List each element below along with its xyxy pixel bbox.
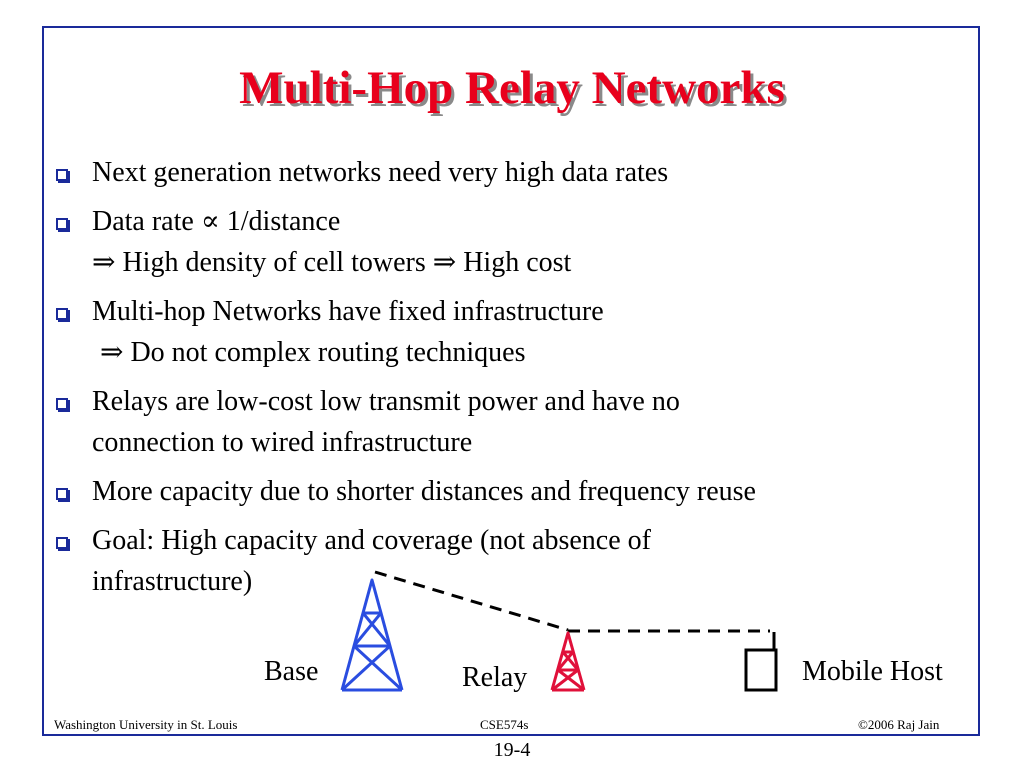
bullet-item	[54, 520, 954, 602]
square-bullet-icon	[56, 488, 68, 500]
mobile-host-label: Mobile Host	[802, 656, 943, 687]
footer-copyright: ©2006 Raj Jain	[858, 717, 940, 732]
square-bullet-icon	[56, 169, 68, 181]
bullet-line: More capacity due to shorter distances and frequency reuse	[92, 476, 756, 507]
bullet-line: Goal: High capacity and coverage (not absence of	[92, 525, 651, 556]
bullet-item	[54, 471, 954, 512]
square-bullet-icon	[56, 308, 68, 320]
bullet-line: Next generation networks need very high data rates	[92, 157, 669, 188]
square-bullet-icon	[56, 218, 68, 230]
bullet-line: ⇒ High density of cell towers ⇒ High cost	[92, 247, 572, 278]
bullet-line: Relays are low-cost low transmit power and have no	[92, 386, 680, 417]
page-number: 19-4	[493, 739, 531, 761]
relay-label: Relay	[462, 662, 528, 693]
bullet-line: Data rate ∝ 1/distance	[92, 206, 341, 237]
bullet-item	[54, 152, 954, 193]
bullet-line: connection to wired infrastructure	[92, 427, 473, 458]
bullet-item	[54, 201, 954, 283]
bullet-item	[54, 381, 954, 463]
bullet-item	[54, 291, 954, 373]
bullet-line: ⇒ Do not complex routing techniques	[100, 337, 526, 368]
bullet-line: Multi-hop Networks have fixed infrastructure	[92, 296, 604, 327]
base-label: Base	[264, 656, 319, 687]
footer-institution: Washington University in St. Louis	[54, 717, 238, 732]
square-bullet-icon	[56, 537, 68, 549]
footer-course: CSE574s	[480, 717, 529, 732]
slide-title: Multi-Hop Relay Networks	[239, 62, 785, 114]
square-bullet-icon	[56, 398, 68, 410]
bullet-list	[54, 152, 954, 610]
bullet-line: infrastructure)	[92, 566, 253, 597]
